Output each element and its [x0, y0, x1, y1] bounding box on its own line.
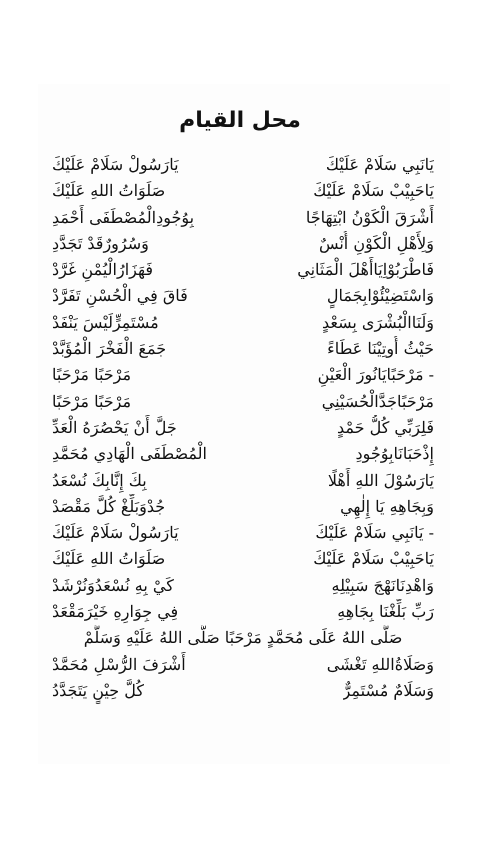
verse-left-hemistich: يَارَسُولْ سَلَامْ عَلَيْكَ — [52, 155, 179, 174]
verse-left-hemistich: يَارَسُولْ سَلَامْ عَلَيْكَ — [52, 523, 179, 543]
verse-left-hemistich: فِي جِوَارِهِ خَيْرَمَقْعَدْ — [52, 602, 179, 622]
verse-right-hemistich: يَارَسُوْلَ اللهِ أَهْلًا — [327, 470, 434, 490]
verse-line — [52, 152, 434, 178]
verse-left-hemistich: جُدْوَبَلِّغْ كُلَّ مَقْصَدْ — [52, 496, 166, 516]
verse-right-hemistich: مَرْحَبًاجَدَّالْحُسَيْنِي — [321, 391, 434, 411]
verse-right-hemistich: وَاهْدِنَانَهْجَ سَبِيْلِهِ — [331, 575, 434, 595]
verse-left-hemistich: جَلَّ أَنْ يَحْصُرَهُ الْعَدِّ — [52, 417, 177, 437]
verse-line — [52, 205, 434, 231]
verse-right-hemistich: وَلَنَاالْبُشْرَى بِسَعْدٍ — [321, 312, 434, 332]
verse-left-hemistich: صَلَوَاتُ اللهِ عَلَيْكَ — [52, 549, 166, 569]
verse-line — [52, 257, 434, 283]
verse-line — [52, 468, 434, 494]
verse-right-hemistich: إِذْحَبَانَابِوُجُودِ — [355, 444, 434, 464]
verse-left-hemistich: مُسْتَمِرٍّلَيْسَ يَنْفَدْ — [52, 312, 159, 332]
verse-line — [52, 389, 434, 415]
verse-line — [52, 652, 434, 678]
verse-right-hemistich: وَسَلَامٌ مُسْتَمِرٌّ — [342, 680, 434, 700]
verse-line — [52, 310, 434, 336]
verse-left-hemistich: بِوُجُودِالْمُصْطَفَى أَحْمَدِ — [52, 207, 195, 227]
verse-line — [52, 625, 434, 651]
verse-line — [52, 231, 434, 257]
verse-right-hemistich: وَبِجَاهِهِ يَا إِلٰهِي — [340, 496, 434, 516]
verse-right-hemistich: - يَانَبِي سَلَامْ عَلَيْكَ — [315, 523, 434, 543]
poem-verses — [52, 152, 434, 704]
verse-right-hemistich: أَشْرَقَ الْكَوْنُ ابْتِهَاجًا — [305, 207, 434, 227]
verse-left-hemistich: مَرْحَبًا مَرْحَبًا — [52, 391, 132, 411]
verse-right-hemistich: حَيْثُ أُوتِيْنَا عَطَاءً — [327, 339, 434, 359]
verse-line — [52, 678, 434, 704]
verse-left-hemistich: الْمُصْطَفَى الْهَادِي مُحَمَّدِ — [52, 444, 207, 464]
verse-right-hemistich: يَانَبِي سَلَامْ عَلَيْكَ — [325, 155, 434, 174]
verse-right-hemistich: فَلِرَبِّي كُلُّ حَمْدٍ — [336, 417, 434, 437]
verse-right-hemistich: - مَرْحَبًايَانُورَ الْعَيْنِ — [317, 365, 434, 385]
verse-right-hemistich: يَاحَبِيْبْ سَلَامْ عَلَيْكَ — [313, 549, 434, 569]
verse-right-hemistich: يَاحَبِيْبْ سَلَامْ عَلَيْكَ — [313, 181, 434, 201]
verse-right-hemistich: وَلِأَهْلِ الْكَوْنِ أُنْسٌ — [318, 233, 434, 253]
verse-left-hemistich: بِكَ إِنَّابِكَ نُسْعَدُ — [52, 470, 147, 490]
verse-right-hemistich: فَاطْرَبُوْاِيَاأَهْلَ الْمَثَانِي — [297, 260, 434, 280]
verse-left-hemistich: أَشْرَفَ الرُّسْلِ مُحَمَّدْ — [52, 654, 186, 674]
verse-right-hemistich: وَصَلَاةُاللهِ تَغْشَى — [326, 654, 434, 674]
verse-left-hemistich: فَهَزَارُالْيُمْنِ غَرَّدْ — [52, 260, 154, 280]
verse-line — [52, 546, 434, 572]
verse-line — [52, 336, 434, 362]
verse-left-hemistich: كُلَّ حِيْنٍ يَتَجَدَّدُ — [52, 680, 144, 700]
verse-line — [52, 573, 434, 599]
verse-left-hemistich: صَلَوَاتُ اللهِ عَلَيْكَ — [52, 181, 166, 201]
verse-right-hemistich: رَبِّ بَلِّغْنَا بِجَاهِهِ — [337, 602, 434, 622]
verse-right-hemistich: وَاسْتَضِيْئُوْابِجَمَالٍ — [326, 286, 434, 306]
verse-line — [52, 178, 434, 204]
verse-left-hemistich: جَمَعَ الْفَخْرَ الْمُؤَبَّدْ — [52, 339, 167, 359]
verse-line — [52, 494, 434, 520]
verse-line — [52, 415, 434, 441]
verse-full-line: صَلَّى اللهُ عَلَى مُحَمَّدٍ مَرْحَبًا صَلَّى اللهُ عَلَيْهِ وَسَلَّمْ — [83, 628, 403, 648]
verse-line — [52, 441, 434, 467]
verse-line — [52, 362, 434, 388]
verse-left-hemistich: فَاقَ فِي الْحُسْنِ تَفَرَّدْ — [52, 286, 188, 306]
verse-left-hemistich: وَسُرُورٌقَدْ تَجَدَّدِ — [52, 233, 149, 253]
verse-left-hemistich: مَرْحَبًا مَرْحَبًا — [52, 365, 132, 385]
verse-line — [52, 599, 434, 625]
verse-line — [52, 520, 434, 546]
verse-line — [52, 283, 434, 309]
page-title: محل القيام — [179, 108, 301, 133]
verse-left-hemistich: كَيْ بِهِ نُسْعَدُوَنُرْشَدْ — [52, 575, 174, 595]
